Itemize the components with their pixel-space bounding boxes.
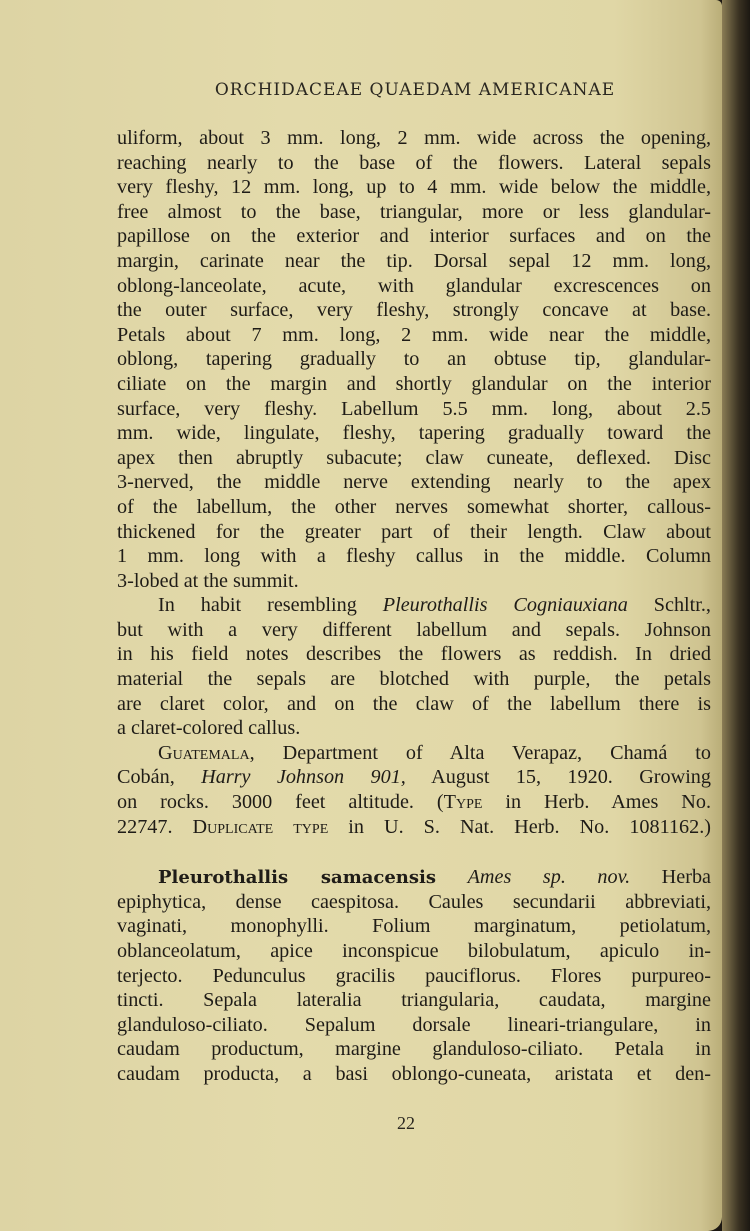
country-name: Guatemala, <box>158 741 255 764</box>
text-line: mm. wide, lingulate, fleshy, tapering gradually toward the <box>117 422 711 445</box>
text-line: oblong-lanceolate, acute, with glandular excrescences on <box>117 274 711 297</box>
text-line: caudam producta, a basi oblongo-cuneata, aristata et den- <box>117 1062 711 1085</box>
paragraph-notes: In habit resembling Pleurothallis Cogniauxiana Schltr., but with a very different labellum and sepals. Johnson in his field notes describes the flowers as reddish. In dried material the sepals are blotched with purple, the petals are claret color, and on the claw of the labellum there is a claret-colored callus. <box>117 594 711 740</box>
text-line: in his field notes describes the flowers as reddish. In dried <box>117 643 711 666</box>
text-line: caudam productum, margine glanduloso-ciliato. Petala in <box>117 1038 711 1061</box>
collector: Harry Johnson 901, <box>201 766 406 789</box>
text-line: oblong, tapering gradually to an obtuse tip, glandular- <box>117 348 711 371</box>
paragraph-specimen: Guatemala, Department of Alta Verapaz, Chamá to Cobán, Harry Johnson 901, August 15, 1920. Growing on rocks. 3000 feet altitude. (Type in Herb. Ames No. 22747. Duplicate type in U. S. Nat. Herb. No. 1081162.) <box>117 741 711 838</box>
text-line: Petals about 7 mm. long, 2 mm. wide near the middle, <box>117 323 711 346</box>
species-author: Ames sp. nov. <box>467 866 631 889</box>
text-line: of the labellum, the other nerves somewhat shorter, callous- <box>117 495 711 518</box>
text-line: apex then abruptly subacute; claw cuneate, deflexed. Disc <box>117 446 711 469</box>
text-line: thickened for the greater part of their length. Claw about <box>117 520 711 543</box>
book-binding-edge <box>722 0 750 1231</box>
paragraph-description <box>117 126 711 593</box>
text-line: free almost to the base, triangular, more or less glandular- <box>117 200 711 223</box>
running-header: ORCHIDACEAE QUAEDAM AMERICANAE <box>214 80 616 100</box>
text-line: the outer surface, very fleshy, strongly concave at base. <box>117 299 711 322</box>
text-line: epiphytica, dense caespitosa. Caules secundarii abbreviati, <box>117 890 711 913</box>
text-line: but with a very different labellum and sepals. Johnson <box>117 618 711 641</box>
species-heading: Pleurothallis samacensis <box>158 867 437 889</box>
taxon-name: Pleurothallis Cogniauxiana <box>382 594 628 617</box>
text-line: 3-lobed at the summit. <box>117 569 299 592</box>
text-line: margin, carinate near the tip. Dorsal sepal 12 mm. long, <box>117 249 711 272</box>
text-line: surface, very fleshy. Labellum 5.5 mm. long, about 2.5 <box>117 397 711 420</box>
text-line: a claret-colored callus. <box>117 717 301 740</box>
text-line: 1 mm. long with a fleshy callus in the middle. Column <box>117 545 711 568</box>
text-line: very fleshy, 12 mm. long, up to 4 mm. wide below the middle, <box>117 176 711 199</box>
text-line: are claret color, and on the claw of the labellum there is <box>117 692 711 715</box>
text-line: oblanceolatum, apice inconspicue bilobulatum, apiculo in- <box>117 940 711 962</box>
text-line: material the sepals are blotched with purple, the petals <box>117 668 711 691</box>
text-line: uliform, about 3 mm. long, 2 mm. wide across the opening, <box>117 127 711 149</box>
text-line: 3-nerved, the middle nerve extending nearly to the apex <box>117 471 711 494</box>
page-number: 22 <box>397 1113 415 1133</box>
text-line: ciliate on the margin and shortly glandular on the interior <box>117 372 711 395</box>
text-line: tincti. Sepala lateralia triangularia, caudata, margine <box>117 989 711 1012</box>
text-line: terjecto. Pedunculus gracilis pauciflorus. Flores purpureo- <box>117 964 711 987</box>
text-line: papillose on the exterior and interior surfaces and on the <box>117 225 711 248</box>
body-text <box>117 126 711 1087</box>
text-line: reaching nearly to the base of the flowers. Lateral sepals <box>117 151 711 174</box>
text-line: vaginati, monophylli. Folium marginatum, petiolatum, <box>117 915 711 938</box>
paragraph-new-species: Pleurothallis samacensis Ames sp. nov. Herba epiphytica, dense caespitosa. Caules secundarii abbreviati, vaginati, monophylli. Folium marginatum, petiolatum, oblanceolatum, apice inconspicue bilobulatum, apiculo in- terjecto. Pedunculus gracilis pauciflorus. Flores purpureo- tincti. Sepala lateralia triangularia, caudata, margine glanduloso-ciliato. Sepalum dorsale lineari-triangulare, in caudam productum, margine glanduloso-ciliato. Petala in caudam producta, a basi oblongo-cuneata, aristata et den- <box>117 866 711 1085</box>
text-line: glanduloso-ciliato. Sepalum dorsale lineari-triangulare, in <box>117 1013 711 1036</box>
